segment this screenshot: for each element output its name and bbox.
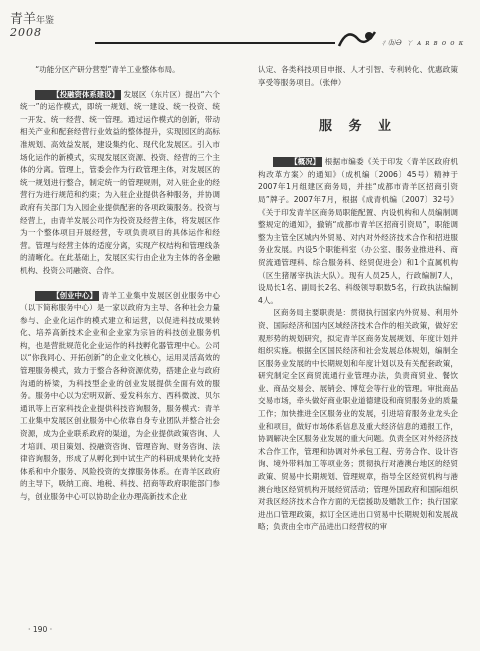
right-column (258, 64, 458, 534)
page-number: · 190 · (28, 625, 53, 634)
header-rule (95, 42, 335, 44)
section-heading: 服 务 业 (318, 119, 398, 135)
ornament-icon (335, 26, 380, 52)
paragraph-investment (20, 89, 220, 278)
paragraph-text: 根据市编委《关于印发〈青羊区政府机构改革方案〉的通知》（成机编〔2006〕45号）精神于2007年1月组建区商务局，并挂“成都市青羊区招商引资局”牌子。2007年7月，根据《成青机编〔2007〕32号》《关于印发青羊区商务局职能配置、内设机构和人员编制调整规定的通知》，撤销“成都市青羊区招商引资局”，职能调整为主管全区城内外贸易、对内对外经济技术合作和招进服务业发展。内设5个职能科室（办公室、服务业推进科、商贸流通管理科、综合服务科、经贸促进会）和1个直属机构（区生猪屠宰执法大队）。现有人员25人，行政编制7人，设局长1名、副局长2名、科级领导职数5名，行政执法编制4人。 (258, 157, 458, 305)
paragraph-text: 发展区（东片区）提出“六个统一”的运作模式，即统一规划、统一建设、统一投资、统一开发、统一经营、统一管理。通过运作模式的创新，带动相关产业和配套经营行业效益的整体提升，实现园区的高标准规划、高效益发展，建设集约化、现代化发展区。引入市场化运作的新模式，实现发展区资源、投资、经营的三个主体的分离。管理上，管委会作为行政管理主体，对发展区的统一规划进行整合，制定统一的管理规则，对入驻企业的经营行为进行规范和约束；为入驻企业提供各种服务，并协调政府有关部门为入园企业提供配套的各项政策服务。投资与经营上，由青羊发展公司作为投资及经营主体，将发展区作为一个整体项目开展经营，专项负责项目的具体运作和经营。管理与经营主体的适度分离，实现产权结构和管理线条的清晰化。在此基础上，发展区实行由企业为主体的各金融机构、投资公司融资、合作。 (20, 89, 220, 275)
paragraph-text: 青羊工业集中发展区创业服务中心（以下简称服务中心）是一家以政府为主导、各种社会力量参与、企业化运作的模式建立和运营，以促进科技成果转化、培养高新技术企业和企业家为宗旨的科技创业服务机构，也是营批规范化企业运作的科技孵化器管理中心。公司以“你我同心、开拓创新”的企业文化核心，运用灵活高效的管理服务模式，致力于整合各种资源优势，搭建企业与政府沟通的桥梁，为科技型企业的创业发展提供全面有效的服务。服务中心以为宏明双新、爱发科东方、西科微波、贝尔通讯等上百家科技企业提供科技咨询服务，服务模式：青羊工业集中发展区创业服务中心依靠自身专业团队并整合社会资源，成为企业联系政府的渠道，为企业提供政策咨询、人才培训、项目策划、投融资咨询、管理咨询、财务咨询、法律咨询服务，形成了从孵化到中试生产的科研成果转化支持体系和中介服务、风险投资的支撑服务体系。在青羊区政府的主导下，吸纳工商、地税、科技、招商等政府职能部门参与，创业服务中心可以协助企业办理高新技术企业 (20, 290, 220, 501)
logo-subtitle: 年鉴 (36, 16, 55, 26)
header-yearbook-label: ㄔ⒣Ә ㄚ ᴀ ʀ ʙ ᴏ ᴏ ᴋ (380, 39, 464, 47)
section-tag: 【概况】 (273, 157, 322, 167)
paragraph-continued: 认定、各类科技项目申报、人才引智、专利转化、优惠政策享受等服务项目。（张伸） (258, 65, 458, 87)
section-tag: 【创业中心】 (35, 291, 99, 301)
paragraph-overview (258, 156, 458, 307)
logo-year: 2008 (10, 26, 42, 39)
yearbook-logo (10, 14, 54, 39)
section-tag: 【投融资体系建设】 (35, 90, 121, 100)
paragraph-intro: “功能分区产研分营型”青羊工业整体布局。 (35, 65, 180, 74)
paragraph-incubator (20, 290, 220, 504)
paragraph-duties: 区商务局主要职责是：贯彻执行国家内外贸易、利用外资、国际经济和国内区域经济技术合作的相关政策，做好宏观形势的规划研究，拟定青羊区商务发展规划、年度计划并组织实施。根据全区国民经济和社会发展总体规划，编制全区服务业发展的中长期规划和年度计划以及有关配套政策，研究制定全区商贸流通行业管理办法，负责商贸业、餐饮业、商品交易会、展销会、博览会等行业的管理。审批商品交易市场，牵头做好商业职业道德建设和商贸服务业的质量工作；加快推进全区服务业的发展，引进培育服务业龙头企业和项目，做好市场体系信息及重大经济信息的通报工作，协调解决全区服务业发展的重大问题。负责全区对外经济技术合作工作，管理和协调对外承包工程、劳务合作、设计咨询、境外带料加工等项业务；贯彻执行对港澳台地区的经贸政策、贸易中长期规划、管理规章，指导全区经贸机构与港澳台地区经贸机构开展经贸活动；管理外国政府和国际组织对我区经济技术合作方面的无偿援助及赠款工作；执行国家进出口管理政策，拟订全区进出口贸易中长期规划和发展战略；负责由全市产品进出口经营权的审 (258, 308, 458, 532)
page-header (0, 0, 480, 56)
logo-title: 青羊 (10, 12, 37, 27)
left-column (20, 64, 220, 504)
